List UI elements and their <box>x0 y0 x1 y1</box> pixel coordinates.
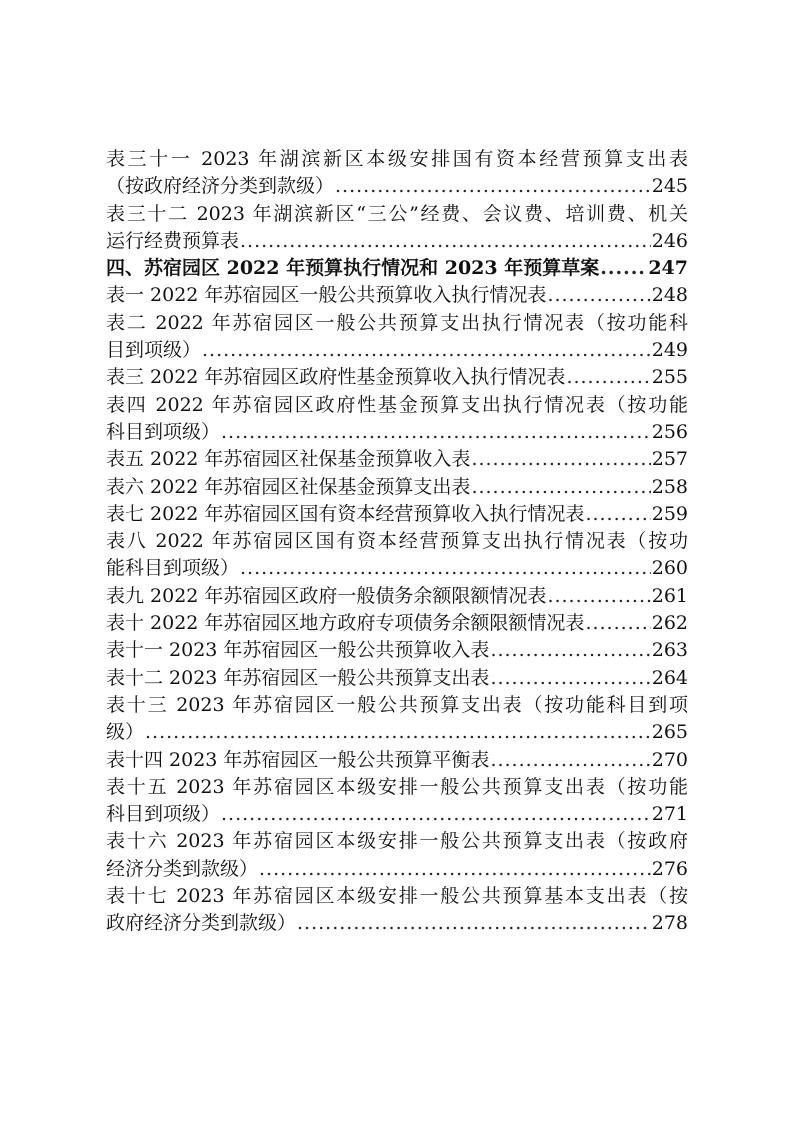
toc-entry[interactable] <box>106 501 688 528</box>
dot-leader <box>471 446 650 473</box>
toc-entry[interactable] <box>106 146 688 201</box>
toc-page-number: 255 <box>651 366 688 389</box>
dot-leader <box>490 747 650 774</box>
toc-entry[interactable] <box>106 310 688 365</box>
toc-page-number: 257 <box>651 448 688 471</box>
toc-entry-last-line <box>106 719 688 746</box>
toc-entry[interactable] <box>106 201 688 256</box>
toc-entry-title: 表十四 2023 年苏宿园区一般公共预算平衡表 <box>106 748 490 771</box>
toc-page-number: 248 <box>651 284 688 307</box>
toc-entry[interactable] <box>106 637 688 664</box>
toc-entry-title-line: 表十七 2023 年苏宿园区本级安排一般公共预算基本支出表（按 <box>106 885 688 908</box>
toc-entry-last-line <box>106 501 688 528</box>
toc-entry-last-line <box>106 446 688 473</box>
toc-page-number: 270 <box>651 748 688 771</box>
toc-entry-last-line <box>106 583 688 610</box>
toc-entry[interactable] <box>106 583 688 610</box>
dot-leader <box>585 501 650 528</box>
dot-leader <box>490 637 650 664</box>
dot-leader <box>547 282 650 309</box>
toc-entry-title: 目到项级） <box>106 339 202 362</box>
toc-entry-last-line <box>106 856 688 883</box>
toc-entry-title: 级） <box>106 721 145 744</box>
dot-leader <box>471 474 650 501</box>
toc-entry-last-line <box>106 910 688 937</box>
toc-entry-title-line: 表八 2022 年苏宿园区国有资本经营预算支出执行情况表（按功 <box>106 530 688 553</box>
toc-entry-last-line <box>106 610 688 637</box>
toc-entry-title-line: 表二 2022 年苏宿园区一般公共预算支出执行情况表（按功能科 <box>106 311 688 334</box>
toc-entry-title: 表七 2022 年苏宿园区国有资本经营预算收入执行情况表 <box>106 502 585 525</box>
toc-entry[interactable] <box>106 774 688 829</box>
toc-entry-title-line: 表十三 2023 年苏宿园区一般公共预算支出表（按功能科目到项 <box>106 693 688 716</box>
toc-entry-title-line: 表三十一 2023 年湖滨新区本级安排国有资本经营预算支出表 <box>106 148 688 170</box>
toc-page-number: 265 <box>651 721 688 744</box>
toc-entry[interactable] <box>106 255 688 282</box>
toc-page-number: 260 <box>651 557 688 580</box>
toc-entry-last-line <box>106 337 688 364</box>
toc-entry-title: 四、苏宿园区 2022 年预算执行情况和 2023 年预算草案 <box>106 257 600 280</box>
table-of-contents <box>106 146 688 938</box>
toc-entry-last-line <box>106 419 688 446</box>
dot-leader <box>221 801 651 828</box>
toc-entry[interactable] <box>106 364 688 391</box>
toc-entry[interactable] <box>106 282 688 309</box>
toc-entry-last-line <box>106 173 688 200</box>
dot-leader <box>335 173 651 200</box>
toc-entry-last-line <box>106 747 688 774</box>
toc-entry-title: 科目到项级） <box>106 803 221 826</box>
toc-page-number: 249 <box>651 339 688 362</box>
dot-leader <box>490 665 650 692</box>
toc-entry-title: 政府经济分类到款级） <box>106 912 297 935</box>
toc-entry-title: 表五 2022 年苏宿园区社保基金预算收入表 <box>106 448 471 471</box>
toc-entry[interactable] <box>106 610 688 637</box>
toc-entry-title: 表六 2022 年苏宿园区社保基金预算支出表 <box>106 475 471 498</box>
dot-leader <box>547 583 650 610</box>
toc-entry-title: 表一 2022 年苏宿园区一般公共预算收入执行情况表 <box>106 284 547 307</box>
dot-leader <box>240 555 651 582</box>
toc-entry-title-line: 表四 2022 年苏宿园区政府性基金预算支出执行情况表（按功能 <box>106 393 688 416</box>
toc-page-number: 256 <box>651 420 688 443</box>
toc-page-number: 258 <box>651 475 688 498</box>
dot-leader <box>221 419 651 446</box>
dot-leader <box>240 228 651 255</box>
toc-page-number: 245 <box>651 175 688 198</box>
toc-page-number: 278 <box>651 912 688 935</box>
toc-page-number: 271 <box>651 803 688 826</box>
toc-entry[interactable] <box>106 692 688 747</box>
toc-entry[interactable] <box>106 392 688 447</box>
dot-leader <box>202 337 651 364</box>
toc-entry-title: 表九 2022 年苏宿园区政府一般债务余额限额情况表 <box>106 584 547 607</box>
toc-entry-title: 科目到项级） <box>106 420 221 443</box>
toc-entry-last-line <box>106 364 688 391</box>
toc-page-number: 246 <box>651 229 688 252</box>
toc-entry-last-line <box>106 282 688 309</box>
toc-page-number: 261 <box>651 584 688 607</box>
toc-entry-title: 运行经费预算表 <box>106 229 240 252</box>
toc-entry-last-line <box>106 228 688 255</box>
toc-page-number: 264 <box>651 666 688 689</box>
toc-entry[interactable] <box>106 474 688 501</box>
toc-entry[interactable] <box>106 528 688 583</box>
toc-entry-title: 表十二 2023 年苏宿园区一般公共预算支出表 <box>106 666 490 689</box>
toc-page-number: 263 <box>651 639 688 662</box>
toc-entry-title-line: 表十五 2023 年苏宿园区本级安排一般公共预算支出表（按功能 <box>106 775 688 798</box>
dot-leader <box>259 856 651 883</box>
dot-leader <box>585 610 650 637</box>
toc-entry-title: 表三 2022 年苏宿园区政府性基金预算收入执行情况表 <box>106 366 566 389</box>
toc-entry-title: （按政府经济分类到款级） <box>106 175 335 198</box>
toc-entry[interactable] <box>106 446 688 473</box>
toc-entry[interactable] <box>106 747 688 774</box>
toc-entry[interactable] <box>106 883 688 938</box>
toc-page-number: 276 <box>651 857 688 880</box>
dot-leader <box>145 719 651 746</box>
toc-entry-last-line <box>106 665 688 692</box>
toc-entry-last-line <box>106 801 688 828</box>
toc-entry-last-line <box>106 555 688 582</box>
toc-entry-last-line <box>106 474 688 501</box>
toc-entry-last-line <box>106 637 688 664</box>
toc-page-number: 262 <box>651 612 688 635</box>
toc-page-number: 259 <box>651 502 688 525</box>
toc-entry-title: 表十一 2023 年苏宿园区一般公共预算收入表 <box>106 639 490 662</box>
toc-entry-last-line <box>106 255 688 282</box>
toc-entry[interactable] <box>106 828 688 883</box>
dot-leader <box>600 255 647 282</box>
dot-leader <box>297 910 651 937</box>
toc-page-number: 247 <box>648 257 688 280</box>
toc-entry-title-line: 表十六 2023 年苏宿园区本级安排一般公共预算支出表（按政府 <box>106 830 688 853</box>
toc-entry-title: 经济分类到款级） <box>106 857 259 880</box>
dot-leader <box>566 364 650 391</box>
toc-entry-title: 能科目到项级） <box>106 557 240 580</box>
toc-entry-title-line: 表三十二 2023 年湖滨新区“三公”经费、会议费、培训费、机关 <box>106 202 688 225</box>
toc-entry[interactable] <box>106 665 688 692</box>
toc-entry-title: 表十 2022 年苏宿园区地方政府专项债务余额限额情况表 <box>106 612 585 635</box>
